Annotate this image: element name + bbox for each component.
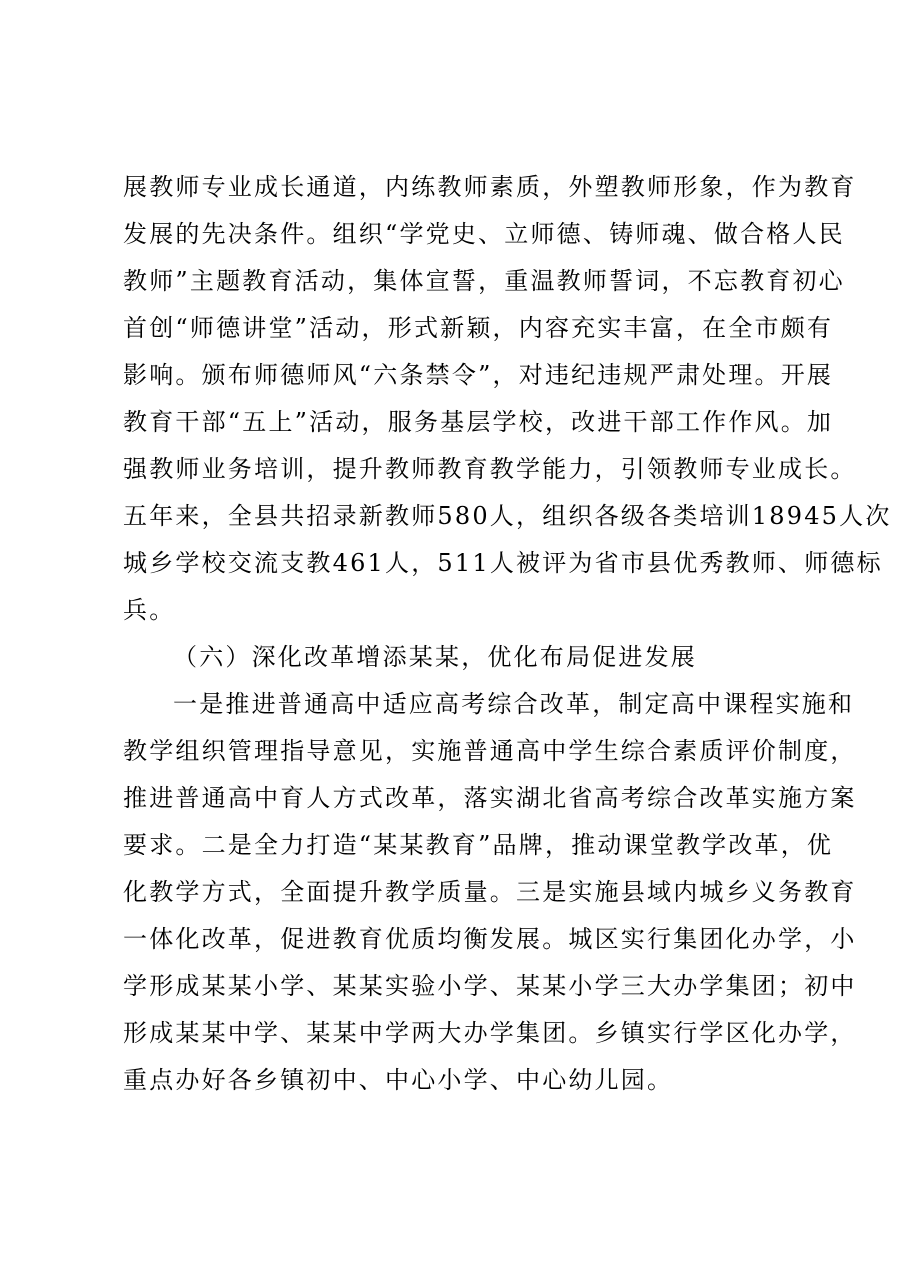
body-line: 首创“师德讲堂”活动，形式新颖，内容充实丰富，在全市颇有 <box>123 314 834 342</box>
body-line: 教师”主题教育活动，集体宣誓，重温教师誓词，不忘教育初心 <box>123 267 845 295</box>
body-line: 重点办好各乡镇初中、中心小学、中心幼儿园。 <box>123 1066 674 1094</box>
body-line: 化教学方式，全面提升教学质量。三是实施县域内城乡义务教育 <box>123 878 857 906</box>
body-line: 推进普通高中育人方式改革，落实湖北省高考综合改革实施方案 <box>123 784 857 812</box>
body-line: 兵。 <box>123 596 176 624</box>
document-body <box>123 164 892 1104</box>
section-heading: （六）深化改革增添某某，优化布局促进发展 <box>173 643 697 671</box>
body-line: 学形成某某小学、某某实验小学、某某小学三大办学集团；初中 <box>123 972 857 1000</box>
body-line: 展教师专业成长通道，内练教师素质，外塑教师形象，作为教育 <box>123 173 857 201</box>
body-line: 形成某某中学、某某中学两大办学集团。乡镇实行学区化办学， <box>123 1019 857 1047</box>
body-line: 强教师业务培训，提升教师教育教学能力，引领教师专业成长。 <box>123 455 857 483</box>
body-line: 教育干部“五上”活动，服务基层学校，改进干部工作作风。加 <box>123 408 834 436</box>
paragraph-first-line: 一是推进普通高中适应高考综合改革，制定高中课程实施和 <box>173 690 855 718</box>
body-line: 影响。颁布师德师风“六条禁令”，对违纪违规严肃处理。开展 <box>123 361 834 389</box>
body-line: 教学组织管理指导意见，实施普通高中学生综合素质评价制度， <box>123 737 857 765</box>
body-line: 要求。二是全力打造“某某教育”品牌，推动课堂教学改革，优 <box>123 831 834 859</box>
body-line: 发展的先决条件。组织“学党史、立师德、铸师魂、做合格人民 <box>123 220 845 248</box>
body-line: 五年来，全县共招录新教师580人，组织各级各类培训18945人次 <box>123 502 892 530</box>
body-line: 一体化改革，促进教育优质均衡发展。城区实行集团化办学，小 <box>123 925 857 953</box>
body-line: 城乡学校交流支教461人，511人被评为省市县优秀教师、师德标 <box>123 549 883 577</box>
